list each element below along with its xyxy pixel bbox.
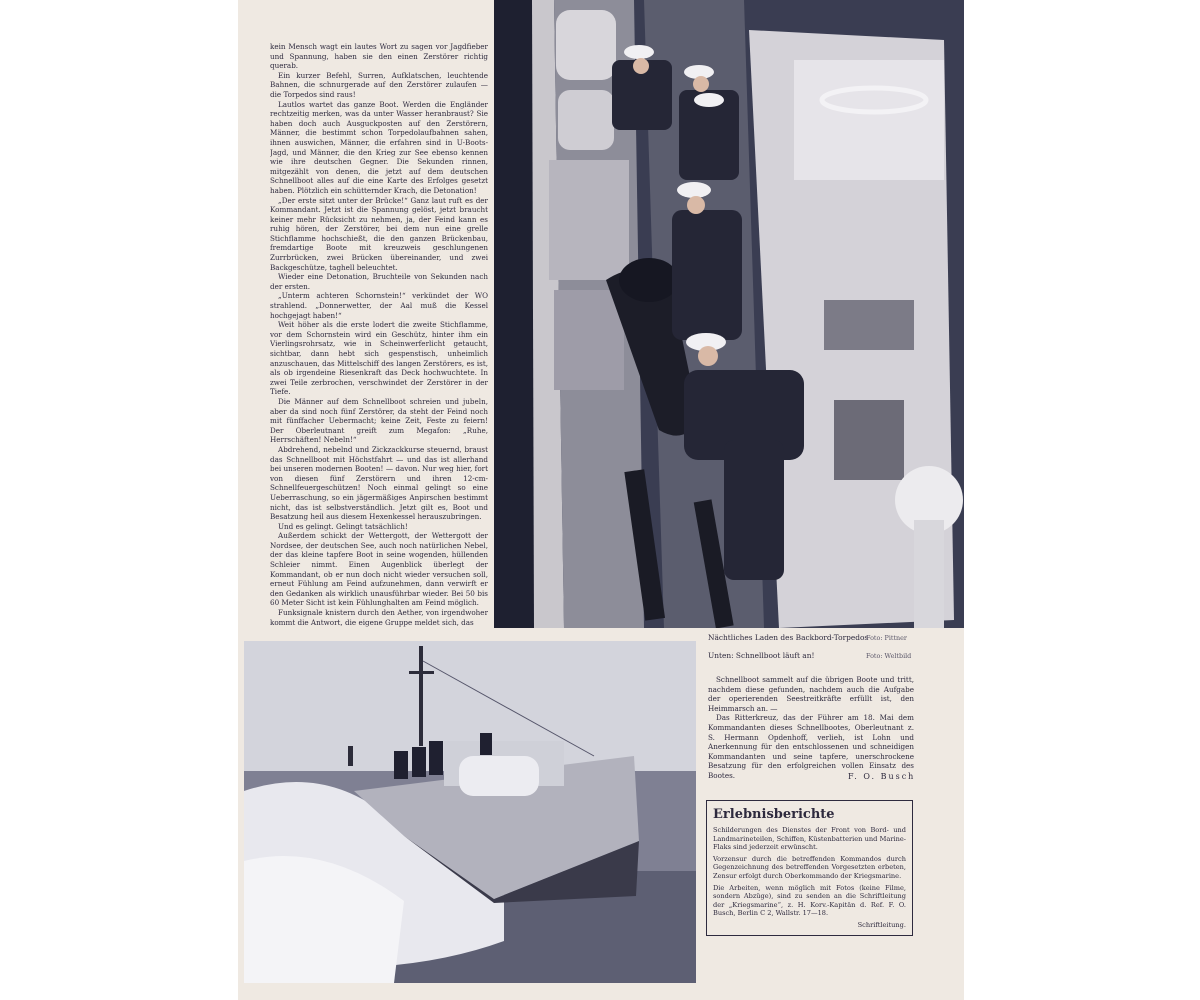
box-paragraph-2: Vorzensur durch die betreffenden Kommandos durch Gegenzeichnung des betreffenden Vorgesetzten erbeten, Zensur erfolgt durch Oberkommando der Kriegsmarine. (713, 854, 906, 880)
article-paragraph: Funksignale knistern durch den Aether, von irgendwoher kommt die Antwort, die eigene Gruppe meldet sich, das (270, 608, 488, 627)
article-left-column (270, 42, 488, 640)
erlebnisberichte-box (706, 800, 913, 936)
top-photo-caption: Nächtliches Laden des Backbord-Torpedos (708, 633, 869, 642)
article-paragraph: Außerdem schickt der Wettergott, der Wettergott der Nordsee, der deutschen See, auch noch natürlichen Nebel, der das kleine tapfere Boot in seine wogenden, hüllenden Schleier nimmt. Einen Augenblick überlegt der Kommandant, ob er nun doch nicht wieder versuchen soll, erneut Fühlung am Feind aufzunehmen, dann verwirft er den Gedanken als wirklich unausführbar wieder. Bei 50 bis 60 Meter Sicht ist kein Fühlunghalten am Feind möglich. (270, 531, 488, 608)
torpedo-loading-photo (494, 0, 964, 628)
article-paragraph: Weit höher als die erste lodert die zweite Stichflamme, vor dem Schornstein wird ein Geschütz, hinter ihm ein Vierlingsrohrsatz, wie in Scheinwerferlicht getaucht, sichtbar, dann hebt sich gespenstisch, unheimlich anzuschauen, das Mittelschiff des langen Zerstörers, es ist, als ob irgendeine Riesenkraft das Deck hochwuchtete. In zwei Teile zerbrochen, verschwindet der Zerstörer in der Tiefe. (270, 320, 488, 397)
article-paragraph: Ein kurzer Befehl, Surren, Aufklatschen, leuchtende Bahnen, die schnurgerade auf den Zerstörer zulaufen — die Torpedos sind raus! (270, 70, 488, 99)
article-paragraph: Abdrehend, nebelnd und Zickzackkurse steuernd, braust das Schnellboot mit Höchstfahrt — und das ist allerhand bei unseren modernen Booten! — davon. Nur weg hier, fort von diesen fünf Zerstörern und ihren 12-cm-Schnellfeuergeschützen! Noch einmal gelingt so eine Ueberraschung, so ein jägermäßiges Anpirschen bestimmt nicht, das ist selbstverständlich. Jetzt gilt es, Boot und Besatzung heil aus diesem Hexenkessel herauszubringen. (270, 444, 488, 522)
author-signature: F. O. Busch (848, 772, 916, 781)
article-paragraph: Die Männer auf dem Schnellboot schreien und jubeln, aber da sind noch fünf Zerstörer, da steht der Feind noch mit fünffacher Uebermacht; keine Zeit, Feste zu feiern! Der Oberleutnant greift zum Megafon: „Ruhe, Herrschäften! Nebeln!“ (270, 396, 488, 445)
box-paragraph-3: Die Arbeiten, wenn möglich mit Fotos (keine Filme, sondern Abzüge), sind zu senden an die Schriftleitung der „Kriegsmarine“, z. H. Korv.-Kapitän d. Ref. F. O. Busch, Berlin C 2, Wallstr. 17—18. (713, 883, 906, 918)
article-paragraph: Schnellboot sammelt auf die übrigen Boote und tritt, nachdem diese gefunden, nachdem auch die Aufgabe der operierenden Seestreitkräfte erfüllt ist, den Heimmarsch an. — (708, 675, 914, 713)
top-photo-credit: Foto: Pittner (866, 634, 907, 642)
box-signature: Schriftleitung. (857, 920, 906, 929)
bottom-photo-caption: Unten: Schnellboot läuft an! (708, 651, 815, 660)
speedboat-photo (244, 641, 696, 983)
article-paragraph: „Der erste sitzt unter der Brücke!“ Ganz laut ruft es der Kommandant. Jetzt ist die Spannung gelöst, jetzt braucht keiner mehr Rücksicht zu nehmen, ja, der Feind kann es ruhig hören, der Zerstörer, bei dem nun eine grelle Stichflamme hochschießt, die den ganzen Brückenbau, fremdartige Boote mit kreuzweis geschlungenen Zurrbrücken, zwei Brücken übereinander, und zwei Backgeschütze, taghell beleuchtet. (270, 195, 488, 272)
article-paragraph: „Unterm achteren Schornstein!“ verkündet der WO strahlend. „Donnerwetter, der Aal muß die Kessel hochgejagt haben!“ (270, 291, 488, 320)
box-title: Erlebnisberichte (713, 807, 835, 822)
magazine-page (238, 0, 964, 1000)
article-paragraph: Lautlos wartet das ganze Boot. Werden die Engländer rechtzeitig merken, was da unter Wasser heranbraust? Sie haben doch auch Ausguckposten auf den Zerstörern, Männer, die bestimmt schon Torpedolaufbahnen sahen, ihnen auswichen, Männer, die erfahren sind in U-Boots-Jagd, und Männer, die den Krieg zur See ebenso kennen wie ihre deutschen Gegner. Die Sekunden rinnen, mitgezählt von denen, die jetzt auf dem deutschen Schnellboot alles auf die eine Karte des Erfolges gesetzt haben. Plötzlich ein schütternder Krach, die Detonation! (270, 99, 488, 195)
article-paragraph: kein Mensch wagt ein lautes Wort zu sagen vor Jagdfieber und Spannung, haben sie den einen Zerstörer richtig querab. (270, 42, 488, 71)
article-paragraph: Und es gelingt. Gelingt tatsächlich! (278, 521, 408, 531)
article-paragraph: Wieder eine Detonation, Bruchteile von Sekunden nach der ersten. (270, 272, 488, 291)
bottom-photo-credit: Foto: Weltbild (866, 652, 912, 660)
box-paragraph-1: Schilderungen des Dienstes der Front von Bord- und Landmarineteilen, Schiffen, Küstenbatterien und Marine-Flaks sind jederzeit erwünscht. (713, 826, 906, 852)
article-right-column (708, 675, 914, 781)
article-paragraph: Das Ritterkreuz, das der Führer am 18. Mai dem Kommandanten dieses Schnellbootes, Oberleutnant z. S. Hermann Opdenhoff, verlieh, ist Lohn und Anerkennung für den entschlossenen und schneidigen Kommandanten und seine tapfere, unerschrockene Besatzung für den erfolgreichen vollen Einsatz des Bootes. (708, 713, 914, 780)
